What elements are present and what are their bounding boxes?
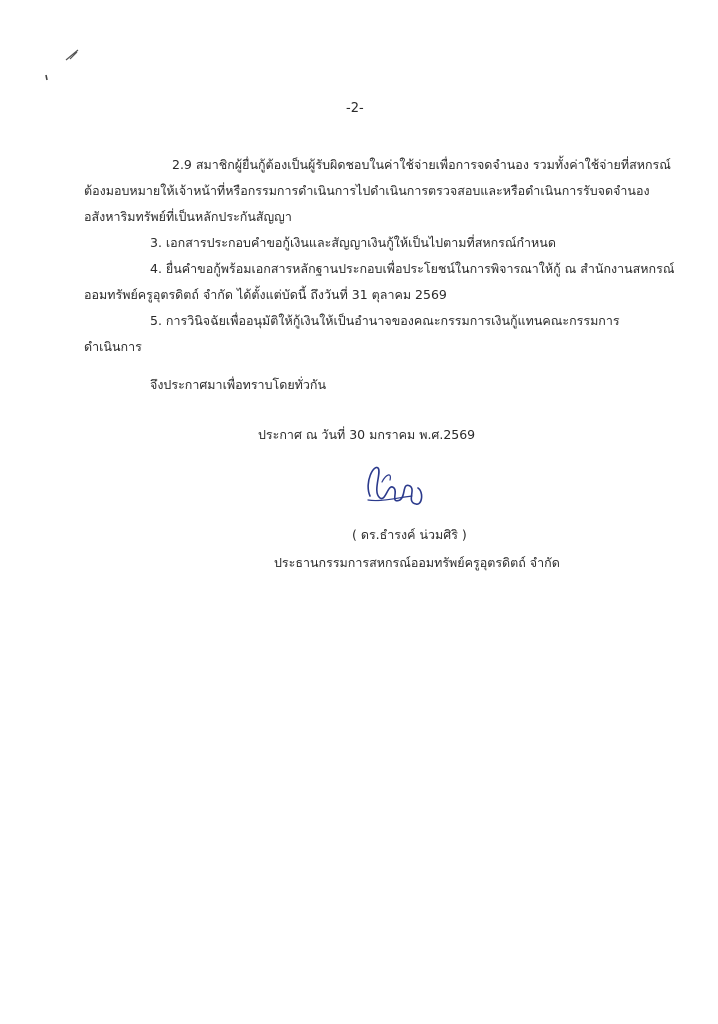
signatory-title: ประธานกรรมการสหกรณ์ออมทรัพย์ครูอุตรดิตถ์ จำกัด: [274, 555, 560, 570]
item-2-9-line-1: 2.9 สมาชิกผู้ยื่นกู้ต้องเป็นผู้รับผิดชอบในค่าใช้จ่ายเพื่อการจดจำนอง รวมทั้งค่าใช้จ่ายที่สหกรณ์: [172, 157, 671, 172]
item-4-line-1: 4. ยื่นคำขอกู้พร้อมเอกสารหลักฐานประกอบเพื่อประโยชน์ในการพิจารณาให้กู้ ณ สำนักงานสหกรณ์: [150, 261, 675, 276]
item-5-line-2: ดำเนินการ: [84, 339, 142, 354]
item-2-9-line-2: ต้องมอบหมายให้เจ้าหน้าที่หรือกรรมการดำเนินการไปดำเนินการตรวจสอบและหรือดำเนินการรับจดจำนอง: [84, 183, 650, 198]
signatory-name: ( ดร.ธำรงค์ น่วมศิริ ): [352, 527, 467, 542]
scan-dot-icon: [44, 74, 50, 82]
item-2-9-line-3: อสังหาริมทรัพย์ที่เป็นหลักประกันสัญญา: [84, 209, 292, 224]
item-5-line-1: 5. การวินิจฉัยเพื่ออนุมัติให้กู้เงินให้เป็นอำนาจของคณะกรรมการเงินกู้แทนคณะกรรมการ: [150, 313, 620, 328]
item-4-line-2: ออมทรัพย์ครูอุตรดิตถ์ จำกัด ได้ตั้งแต่บัดนี้ ถึงวันที่ 31 ตุลาคม 2569: [84, 287, 447, 302]
scan-mark-icon: [64, 48, 80, 62]
signature-icon: [360, 452, 428, 514]
announcement-date: ประกาศ ณ วันที่ 30 มกราคม พ.ศ.2569: [258, 427, 476, 442]
item-3-line-1: 3. เอกสารประกอบคำขอกู้เงินและสัญญาเงินกู้ให้เป็นไปตามที่สหกรณ์กำหนด: [150, 235, 556, 250]
page-number: -2-: [346, 101, 364, 116]
closing-statement: จึงประกาศมาเพื่อทราบโดยทั่วกัน: [150, 377, 327, 392]
